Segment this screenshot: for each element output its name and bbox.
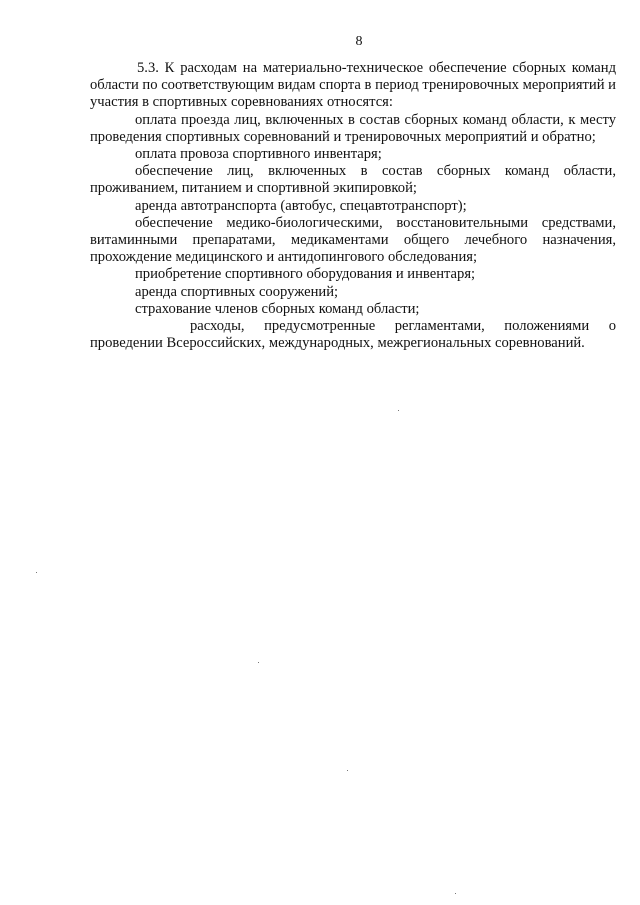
list-item-accommodation: обеспечение лиц, включенных в состав сборных команд области, проживанием, питанием и спортивной экипировкой; [90,163,616,197]
list-item-insurance: страхование членов сборных команд области; [135,300,420,317]
list-item-medical-support: обеспечение медико-биологическими, восстановительными средствами, витаминными препаратами, медикаментами общего лечебного назначения, прохождение медицинского и антидопингового обследования; [90,214,616,266]
list-item-equipment-purchase: приобретение спортивного оборудования и инвентаря; [135,266,476,283]
page-number: 8 [355,34,363,49]
scan-speck [36,572,37,573]
list-item-vehicle-rental: аренда автотранспорта (автобус, спецавтотранспорт); [135,197,467,214]
scan-speck [347,770,348,771]
paragraph-section-5-3: 5.3. К расходам на материально-техническое обеспечение сборных команд области по соответствующим видам спорта в период тренировочных мероприятий и участия в спортивных соревнованиях относятся: [90,60,616,111]
scan-speck [455,893,456,894]
list-item-equipment-transport: оплата провоза спортивного инвентаря; [135,146,382,163]
list-item-regulated-expenses: расходы, предусмотренные регламентами, положениями о проведении Всероссийских, международных, межрегиональных соревнований. [90,318,616,352]
list-item-travel-payment: оплата проезда лиц, включенных в состав сборных команд области, к месту проведения спортивных соревнований и тренировочных мероприятий и обратно; [90,111,616,145]
document-body [90,60,616,352]
scan-speck [398,410,399,411]
scan-speck [258,662,259,663]
list-item-facility-rental: аренда спортивных сооружений; [135,283,339,300]
